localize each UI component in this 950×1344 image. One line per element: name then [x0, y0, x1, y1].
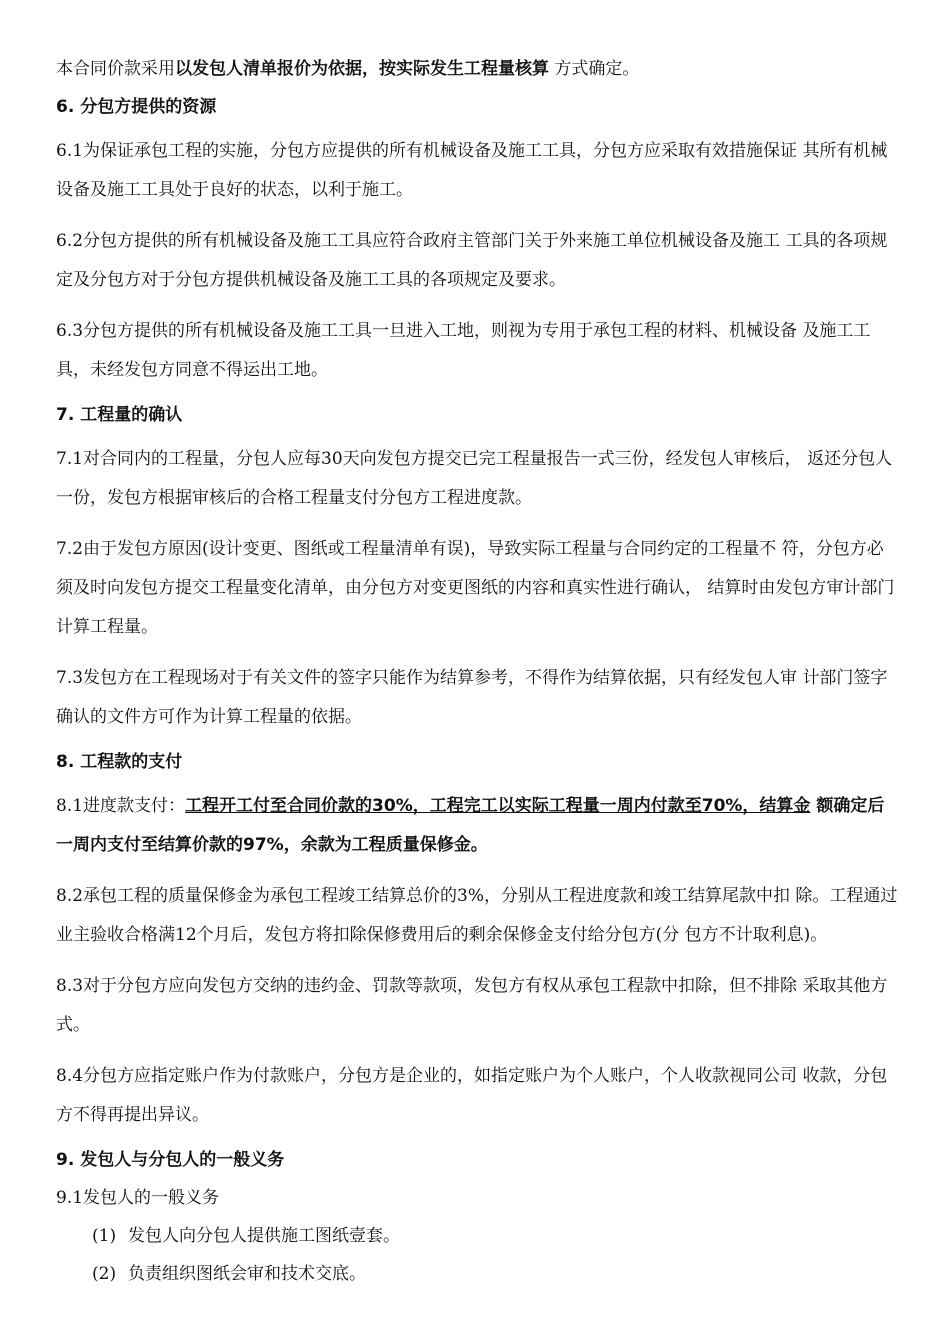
section-7-heading: 7. 工程量的确认 [56, 405, 183, 425]
list-item [56, 1223, 898, 1249]
list-item-number: (2) [92, 1264, 117, 1284]
section-6-heading: 6. 分包方提供的资源 [56, 97, 217, 117]
list-item-number: (1) [92, 1226, 117, 1246]
section-8-1-underlined: 工程开工付至合同价款的30%，工程完工以实际工程量一周内付款至70%，结算金 [185, 796, 811, 816]
section-8-3: 8.3对于分包方应向发包方交纳的违约金、罚款等款项，发包方有权从承包工程款中扣除，但不排除 采取其他方式。 [56, 976, 888, 1035]
section-6-3: 6.3分包方提供的所有机械设备及施工工具一旦进入工地，则视为专用于承包工程的材料、机械设备 及施工工具，未经发包方同意不得运出工地。 [56, 321, 871, 380]
section-8-1-bold: 额确定后一周内支付至结算价款的97%，余款为工程质量保修金。 [56, 796, 885, 855]
intro-prefix: 本合同价款采用 [56, 59, 175, 79]
section-8-1 [56, 787, 898, 865]
section-7-1: 7.1对合同内的工程量，分包人应每30天向发包方提交已完工程量报告一式三份，经发包人审核后， 返还分包人一份，发包方根据审核后的合格工程量支付分包方工程进度款。 [56, 449, 893, 508]
list-item-text: 发包人向分包人提供施工图纸壹套。 [128, 1226, 400, 1246]
section-8-4: 8.4分包方应指定账户作为付款账户，分包方是企业的，如指定账户为个人账户，个人收款视同公司 收款，分包方不得再提出异议。 [56, 1066, 888, 1125]
intro-bold: 以发包人清单报价为依据，按实际发生工程量核算 [175, 59, 549, 79]
section-8-heading: 8. 工程款的支付 [56, 752, 183, 772]
section-9-1: 9.1发包人的一般义务 [56, 1188, 220, 1208]
intro-paragraph [56, 56, 898, 82]
section-7-3: 7.3发包方在工程现场对于有关文件的签字只能作为结算参考，不得作为结算依据，只有经发包人审 计部门签字确认的文件方可作为计算工程量的依据。 [56, 668, 888, 727]
list-item [56, 1261, 898, 1287]
section-6-1: 6.1为保证承包工程的实施，分包方应提供的所有机械设备及施工工具，分包方应采取有效措施保证 其所有机械设备及施工工具处于良好的状态，以利于施工。 [56, 141, 888, 200]
section-8-1-prefix: 8.1进度款支付： [56, 796, 186, 816]
section-8-2: 8.2承包工程的质量保修金为承包工程竣工结算总价的3%，分别从工程进度款和竣工结算尾款中扣 除。工程通过业主验收合格满12个月后，发包方将扣除保修费用后的剩余保修金支付给分包方(分 包方不计取利息)。 [56, 886, 898, 945]
section-6-2: 6.2分包方提供的所有机械设备及施工工具应符合政府主管部门关于外来施工单位机械设备及施工 工具的各项规定及分包方对于分包方提供机械设备及施工工具的各项规定及要求。 [56, 231, 888, 290]
list-item-text: 负责组织图纸会审和技术交底。 [128, 1264, 366, 1284]
intro-suffix: 方式确定。 [549, 59, 640, 79]
section-7-2: 7.2由于发包方原因(设计变更、图纸或工程量清单有误)，导致实际工程量与合同约定的工程量不 符，分包方必须及时向发包方提交工程量变化清单，由分包方对变更图纸的内容和真实性进行确认， 结算时由发包方审计部门计算工程量。 [56, 539, 895, 637]
section-9-heading: 9. 发包人与分包人的一般义务 [56, 1150, 285, 1170]
